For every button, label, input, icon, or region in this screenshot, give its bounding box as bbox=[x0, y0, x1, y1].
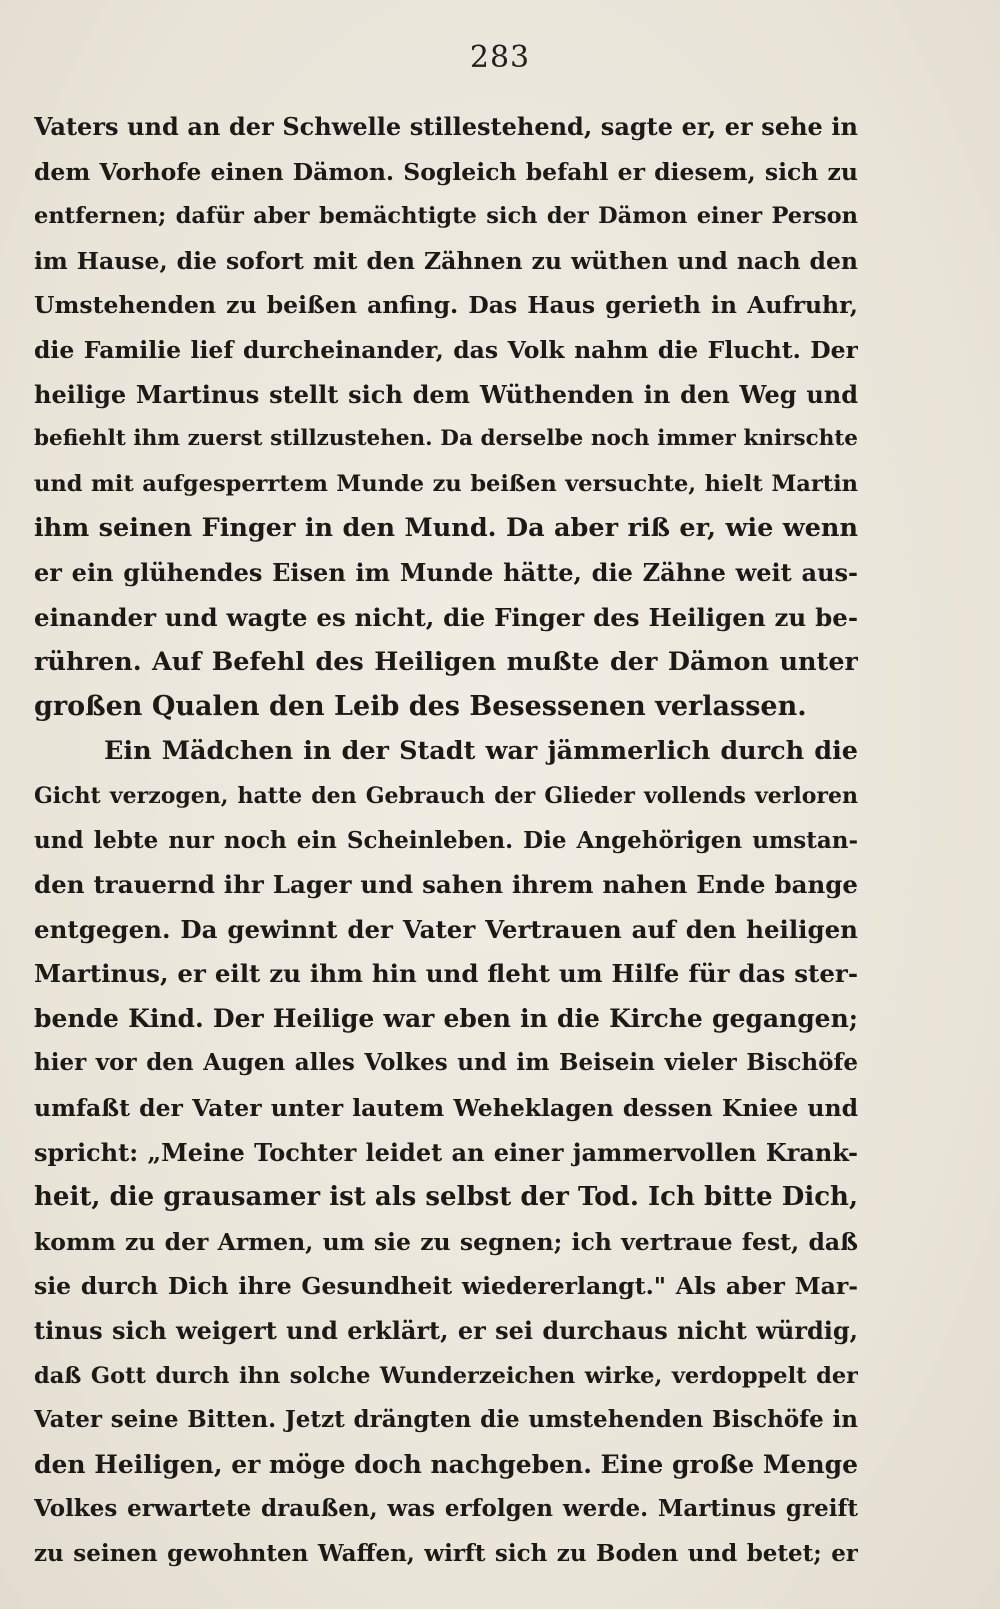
text-line: im Hause, die sofort mit den Zähnen zu wüthen und nach den bbox=[34, 246, 858, 275]
text-line: entfernen; dafür aber bemächtigte sich der Dämon einer Person bbox=[34, 203, 858, 230]
text-line: heilige Martinus stellt sich dem Wüthenden in den Weg und bbox=[34, 379, 858, 409]
text-line: dem Vorhofe einen Dämon. Sogleich befahl er diesem, sich zu bbox=[34, 157, 858, 186]
text-line: sie durch Dich ihre Gesundheit wiedererlangt." Als aber Mar- bbox=[34, 1272, 858, 1301]
text-line: Gicht verzogen, hatte den Gebrauch der Glieder vollends verloren bbox=[34, 782, 858, 809]
text-line: den trauernd ihr Lager und sahen ihrem nahen Ende bange bbox=[34, 870, 858, 900]
text-line: entgegen. Da gewinnt der Vater Vertrauen auf den heiligen bbox=[34, 914, 858, 944]
text-line: Vater seine Bitten. Jetzt drängten die umstehenden Bischöfe in bbox=[34, 1406, 858, 1434]
text-line: Umstehenden zu beißen anfing. Das Haus gerieth in Aufruhr, bbox=[34, 291, 858, 320]
text-line: Martinus, er eilt zu ihm hin und fleht um Hilfe für das ster- bbox=[34, 959, 858, 989]
text-line: daß Gott durch ihn solche Wunderzeichen wirke, verdoppelt der bbox=[34, 1362, 858, 1389]
text-line: zu seinen gewohnten Waffen, wirft sich zu Boden und betet; er bbox=[34, 1540, 858, 1567]
text-line: hier vor den Augen alles Volkes und im Beisein vieler Bischöfe bbox=[34, 1049, 858, 1077]
text-line: tinus sich weigert und erklärt, er sei durchaus nicht würdig, bbox=[34, 1316, 858, 1346]
text-line: befiehlt ihm zuerst stillzustehen. Da derselbe noch immer knirschte bbox=[34, 426, 858, 452]
text-line: er ein glühendes Eisen im Munde hätte, die Zähne weit aus- bbox=[34, 557, 858, 587]
text-line: komm zu der Armen, um sie zu segnen; ich vertraue fest, daß bbox=[34, 1227, 858, 1256]
text-line: den Heiligen, er möge doch nachgeben. Eine große Menge bbox=[34, 1449, 858, 1479]
text-line: Ein Mädchen in der Stadt war jämmerlich durch die bbox=[104, 736, 858, 767]
text-line: Vaters und an der Schwelle stillestehend, sagte er, er sehe in bbox=[34, 112, 858, 141]
text-line: großen Qualen den Leib des Besessenen verlassen. bbox=[34, 690, 807, 722]
body-text bbox=[34, 105, 858, 1577]
text-line: einander und wagte es nicht, die Finger des Heiligen zu be- bbox=[34, 602, 858, 632]
text-line: spricht: „Meine Tochter leidet an einer jammervollen Krank- bbox=[34, 1137, 858, 1167]
text-line: rühren. Auf Befehl des Heiligen mußte der Dämon unter bbox=[34, 647, 858, 678]
text-line: umfaßt der Vater unter lautem Weheklagen dessen Kniee und bbox=[34, 1094, 858, 1123]
text-line: und mit aufgesperrtem Munde zu beißen versuchte, hielt Martin bbox=[34, 470, 858, 497]
text-line: ihm seinen Finger in den Mund. Da aber riß er, wie wenn bbox=[34, 513, 858, 544]
text-line: die Familie lief durcheinander, das Volk nahm die Flucht. Der bbox=[34, 335, 858, 364]
text-line: Volkes erwartete draußen, was erfolgen werde. Martinus greift bbox=[34, 1495, 858, 1523]
text-line: und lebte nur noch ein Scheinleben. Die Angehörigen umstan- bbox=[34, 826, 858, 854]
text-line: heit, die grausamer ist als selbst der Tod. Ich bitte Dich, bbox=[34, 1182, 858, 1213]
page-number: 283 bbox=[469, 40, 531, 75]
text-line: bende Kind. Der Heilige war eben in die Kirche gegangen; bbox=[34, 1003, 858, 1033]
